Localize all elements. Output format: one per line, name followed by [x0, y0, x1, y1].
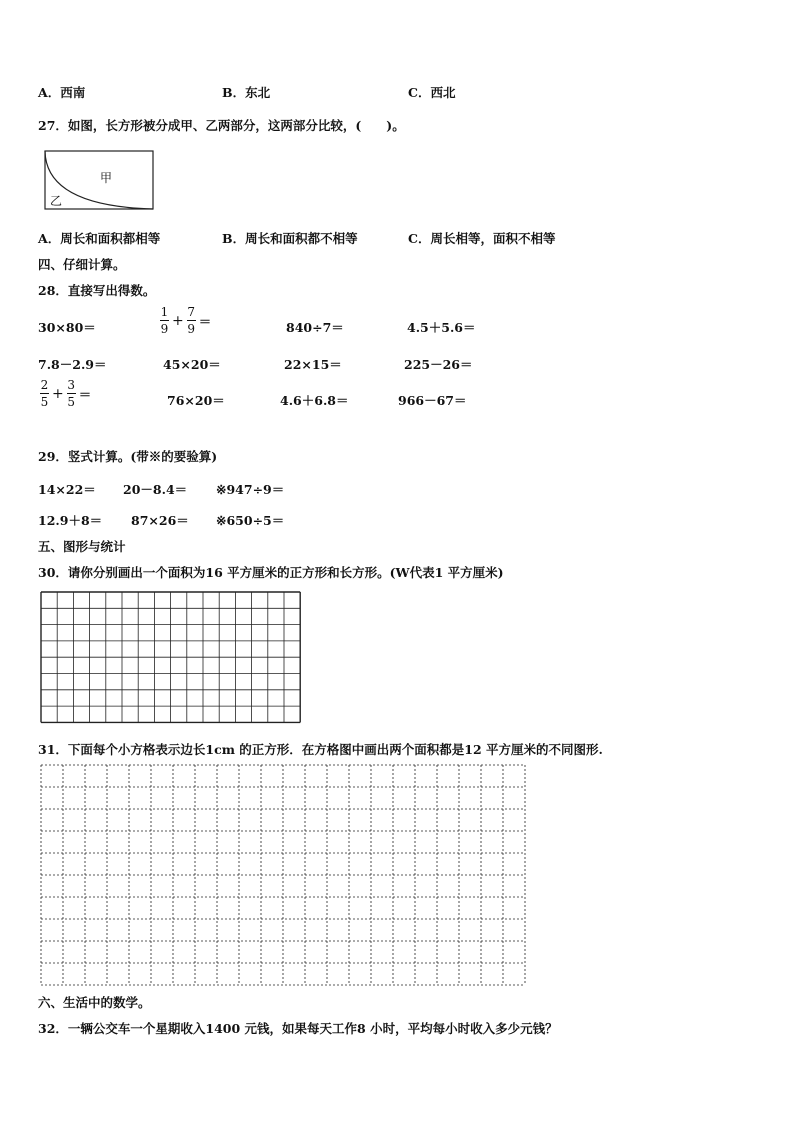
q28-r2-c1: 7.8－2.9＝ [38, 357, 107, 372]
q32-stem: 32．一辆公交车一个星期收入1400 元钱，如果每天工作8 小时，平均每小时收入多少元钱？ [38, 1021, 558, 1036]
q27-figure [42, 146, 156, 212]
denominator: 5 [67, 395, 76, 409]
q28-stem: 28．直接写出得数。 [38, 283, 156, 298]
q28-r1-c4: 4.5＋5.6＝ [407, 320, 476, 335]
q28-r2-c2: 45×20＝ [163, 357, 221, 372]
q26-option-a: A．西南 [38, 85, 86, 100]
q27-option-a: A．周长和面积都相等 [38, 231, 161, 246]
equals-sign: ＝ [198, 313, 212, 329]
denominator: 9 [160, 322, 169, 336]
q28-r3-c1 [40, 379, 91, 408]
q31-stem: 31．下面每个小方格表示边长1cm 的正方形．在方格图中画出两个面积都是12 平方厘米的不同图形. [38, 742, 603, 757]
solid-square-grid[interactable] [40, 591, 304, 725]
q28-r1-c3: 840÷7＝ [286, 320, 344, 335]
numerator: 7 [187, 305, 196, 319]
fraction [187, 306, 196, 335]
label-jia: 甲 [100, 171, 113, 185]
q27-option-c: C．周长相等，面积不相等 [408, 231, 556, 246]
q28-r3-c4: 966－67＝ [398, 393, 467, 408]
equals-sign: ＝ [78, 386, 92, 402]
label-yi: 乙 [50, 194, 63, 208]
section-4-title: 四、仔细计算。 [38, 257, 126, 272]
numerator: 2 [40, 378, 49, 392]
q29-r1-c2: 20－8.4＝ [123, 482, 188, 497]
q28-r1-c1: 30×80＝ [38, 320, 96, 335]
q30-stem: 30．请你分别画出一个面积为16 平方厘米的正方形和长方形。(W代表1 平方厘米) [38, 565, 504, 580]
q29-r2-c2: 87×26＝ [131, 513, 189, 528]
q27-option-b: B．周长和面积都不相等 [222, 231, 358, 246]
q28-r3-c2: 76×20＝ [167, 393, 225, 408]
section-5-title: 五、图形与统计 [38, 539, 126, 554]
q28-r2-c3: 22×15＝ [284, 357, 342, 372]
q29-r2-c3: ※650÷5＝ [216, 513, 285, 528]
plus-sign: + [52, 385, 64, 402]
denominator: 5 [40, 395, 49, 409]
section-6-title: 六、生活中的数学。 [38, 995, 151, 1010]
dashed-square-grid[interactable] [40, 764, 528, 988]
denominator: 9 [187, 322, 196, 336]
q28-r1-c2 [160, 306, 211, 335]
numerator: 1 [160, 305, 169, 319]
numerator: 3 [67, 378, 76, 392]
q28-r2-c4: 225－26＝ [404, 357, 473, 372]
q26-option-c: C．西北 [408, 85, 456, 100]
q26-option-b: B．东北 [222, 85, 271, 100]
q29-stem: 29．竖式计算。(带※的要验算) [38, 449, 218, 464]
q29-r1-c3: ※947÷9＝ [216, 482, 285, 497]
q28-r3-c3: 4.6＋6.8＝ [280, 393, 349, 408]
q29-r1-c1: 14×22＝ [38, 482, 96, 497]
q29-r2-c1: 12.9＋8＝ [38, 513, 103, 528]
fraction [160, 306, 169, 335]
q27-stem: 27．如图，长方形被分成甲、乙两部分，这两部分比较，( )。 [38, 118, 405, 133]
fraction [40, 379, 49, 408]
plus-sign: + [172, 312, 184, 329]
fraction [67, 379, 76, 408]
